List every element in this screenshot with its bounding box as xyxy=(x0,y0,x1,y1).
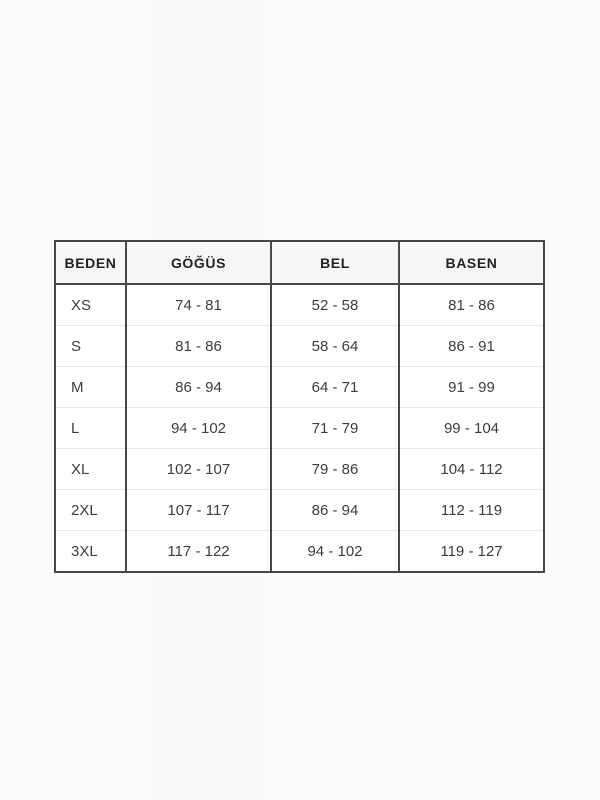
hips-range: 112 - 119 xyxy=(399,490,544,531)
table-row xyxy=(55,449,544,490)
chest-range: 81 - 86 xyxy=(126,326,271,367)
size-label: L xyxy=(55,408,126,449)
size-label: 3XL xyxy=(55,531,126,573)
column-header-hips: BASEN xyxy=(399,241,544,284)
hips-range: 104 - 112 xyxy=(399,449,544,490)
size-label: M xyxy=(55,367,126,408)
waist-range: 71 - 79 xyxy=(271,408,399,449)
size-label: XL xyxy=(55,449,126,490)
chest-range: 74 - 81 xyxy=(126,284,271,326)
waist-range: 79 - 86 xyxy=(271,449,399,490)
column-header-waist: BEL xyxy=(271,241,399,284)
size-label: S xyxy=(55,326,126,367)
size-chart-table xyxy=(54,240,545,573)
table-row xyxy=(55,284,544,326)
table-row xyxy=(55,367,544,408)
chest-range: 117 - 122 xyxy=(126,531,271,573)
waist-range: 94 - 102 xyxy=(271,531,399,573)
hips-range: 86 - 91 xyxy=(399,326,544,367)
hips-range: 99 - 104 xyxy=(399,408,544,449)
chest-range: 86 - 94 xyxy=(126,367,271,408)
hips-range: 119 - 127 xyxy=(399,531,544,573)
waist-range: 52 - 58 xyxy=(271,284,399,326)
table-row xyxy=(55,326,544,367)
hips-range: 81 - 86 xyxy=(399,284,544,326)
header-row xyxy=(55,241,544,284)
size-label: 2XL xyxy=(55,490,126,531)
chest-range: 102 - 107 xyxy=(126,449,271,490)
hips-range: 91 - 99 xyxy=(399,367,544,408)
chest-range: 107 - 117 xyxy=(126,490,271,531)
column-header-size: BEDEN xyxy=(55,241,126,284)
column-header-chest: GÖĞÜS xyxy=(126,241,271,284)
waist-range: 58 - 64 xyxy=(271,326,399,367)
waist-range: 64 - 71 xyxy=(271,367,399,408)
size-label: XS xyxy=(55,284,126,326)
table-row xyxy=(55,531,544,573)
table-row xyxy=(55,408,544,449)
waist-range: 86 - 94 xyxy=(271,490,399,531)
chest-range: 94 - 102 xyxy=(126,408,271,449)
table-row xyxy=(55,490,544,531)
